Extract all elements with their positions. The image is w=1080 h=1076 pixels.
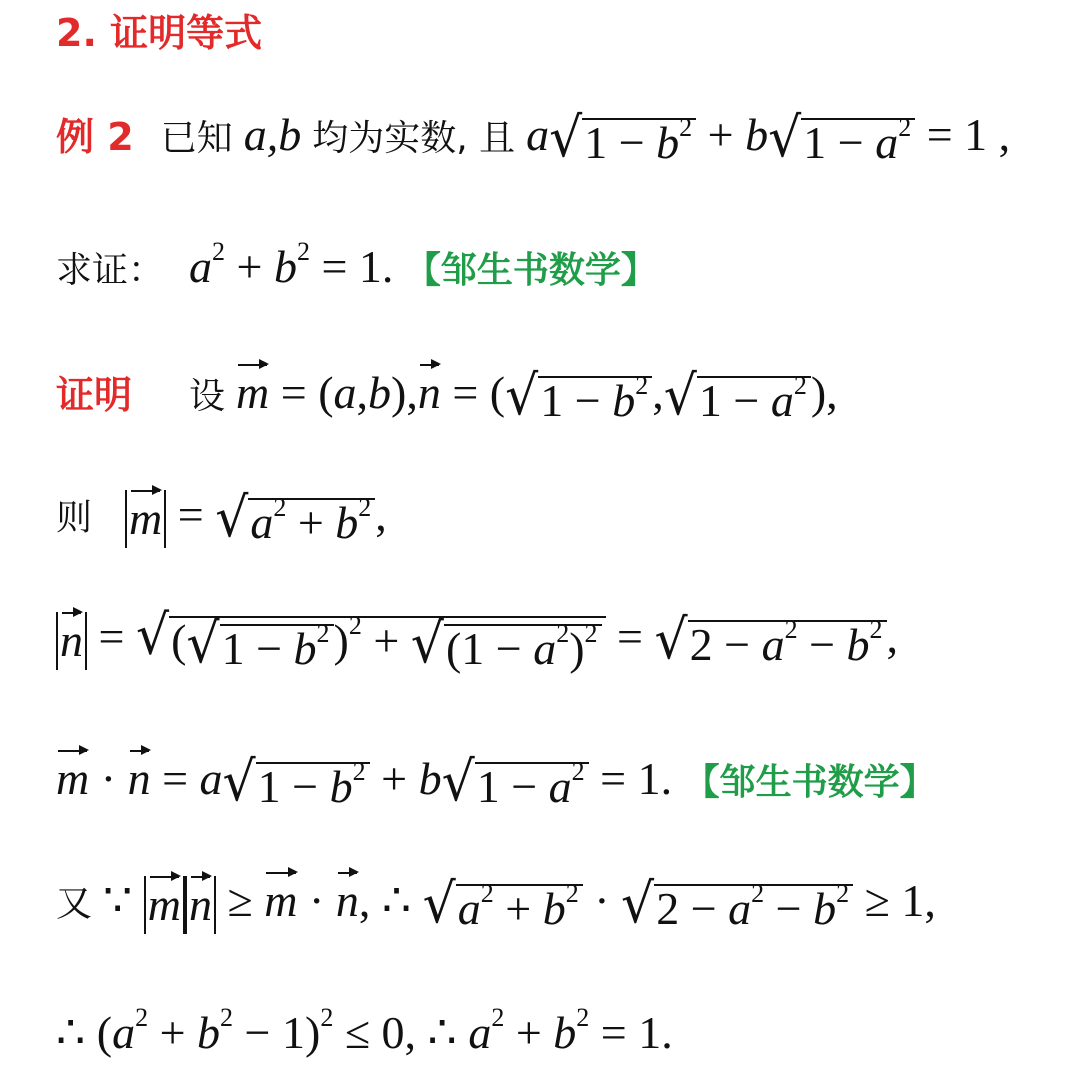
section-title-text: 2. 证明等式 [56, 11, 263, 55]
proof-line-2 [56, 486, 387, 550]
proof-line-4 [56, 750, 936, 814]
prove-equation: $a^2 + b^2 = 1$. [189, 237, 405, 292]
proof-line-1-text: 设 [189, 376, 226, 417]
given-equation: a √ $1 - b^2$ + b √ $1 - a^2$ = 1 , [526, 106, 1011, 170]
prove-statement [56, 237, 657, 292]
watermark-label: 【邹生书数学】 [404, 250, 657, 291]
proof-line-5 [56, 872, 936, 936]
example-label: 例 2 [56, 115, 134, 159]
proof-line-3 [56, 604, 899, 676]
proof-line-6 [56, 1003, 673, 1058]
watermark-label-2: 【邹生书数学】 [683, 762, 936, 803]
proof-line-5-text: 又 [56, 883, 93, 925]
proof-line-6-math: ∴ $(a^2 + b^2 - 1)^2 \le 0$, ∴ $a^2 + b^2 = 1$. [56, 1003, 673, 1058]
given-vars: a,b [243, 109, 302, 160]
proof-line-1-math: m = (a,b),n = ( √ $1 - b^2$ , √ $1 - a^2$ ), [236, 364, 838, 428]
proof-line-1 [56, 364, 838, 428]
proof-line-5-math: ∵ m n ≥ m · n, ∴ √ $a^2 + b^2$ · √ $2 - a^2 - b^2$ ≥ 1, [103, 872, 936, 936]
proof-line-3-math: n = √ ( √ $1 - b^2$ )$^2$ + √ $(1 - a^2)^2$ = √ $2 - a^2 - b^2$ , [56, 611, 898, 662]
prove-label: 求证： [56, 250, 165, 291]
given-text-2: 均为实数, 且 [312, 118, 516, 159]
proof-line-2-text: 则 [56, 497, 93, 539]
proof-label: 证明 [56, 373, 133, 417]
example-statement [56, 106, 1011, 170]
section-title [56, 11, 263, 55]
given-text: 已知 [160, 118, 233, 159]
proof-line-2-math: m = √ $a^2 + b^2$ , [125, 489, 387, 540]
proof-line-4-math: m · n = a √ $1 - b^2$ + b √ $1 - a^2$ = 1. [56, 750, 684, 814]
